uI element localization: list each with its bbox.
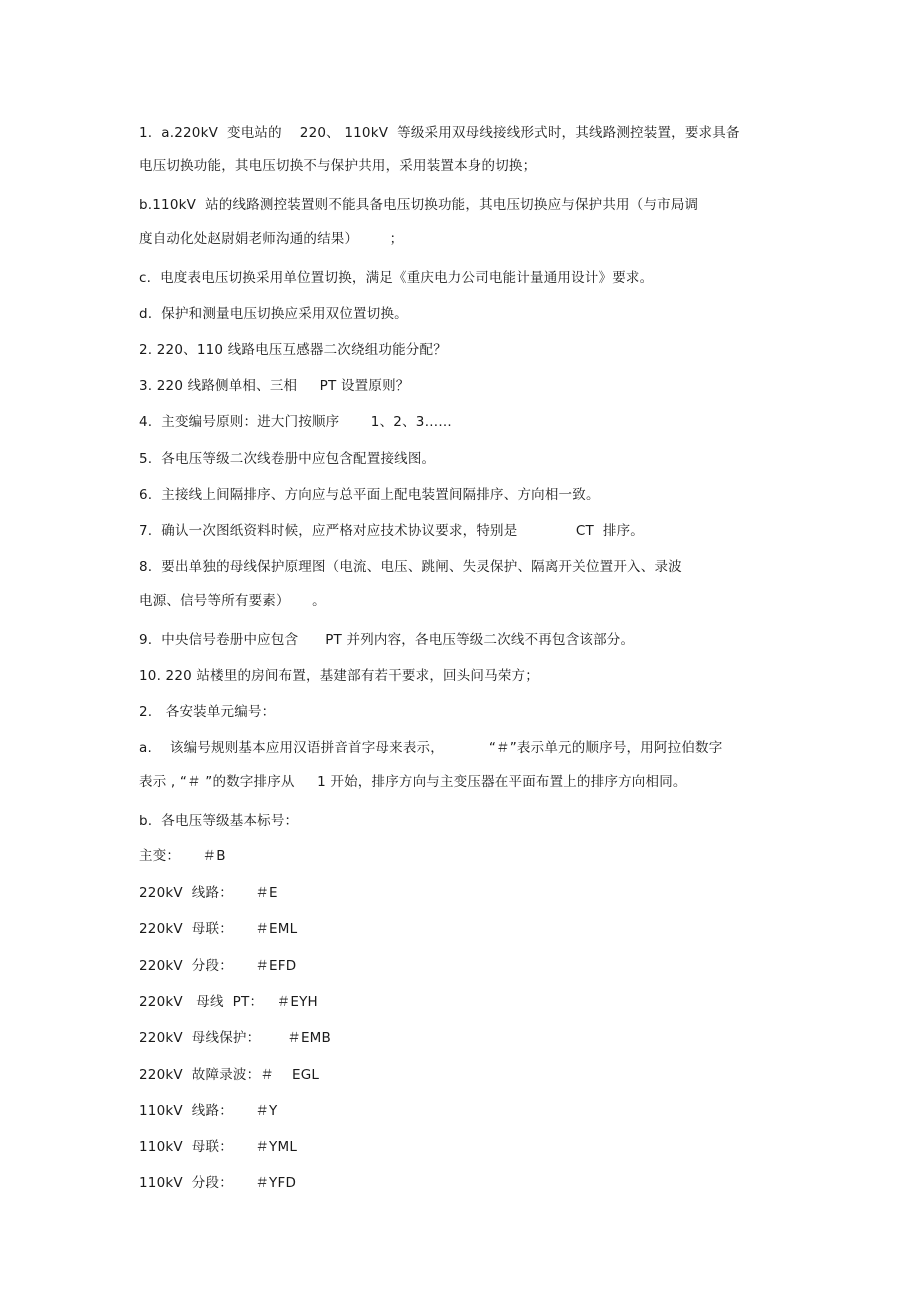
text-line: d. 保护和测量电压切换应采用双位置切换。	[139, 306, 408, 322]
text-line: 110kV 分段： ＃YFD	[139, 1175, 297, 1191]
text-line: c. 电度表电压切换采用单位置切换，满足《重庆电力公司电能计量通用设计》要求。	[139, 270, 654, 286]
text-line: 2. 各安装单元编号：	[139, 704, 276, 720]
text-line: 主变： ＃B	[139, 848, 226, 864]
text-line: a. 该编号规则基本应用汉语拼音首字母来表示， “＃”表示单元的顺序号，用阿拉伯数字	[139, 740, 723, 756]
text-line: 110kV 母联： ＃YML	[139, 1139, 298, 1155]
text-line: 度自动化处赵尉娟老师沟通的结果） ；	[139, 231, 404, 247]
text-line: 220kV 母线保护： ＃EMB	[139, 1030, 331, 1046]
text-line: 3. 220 线路侧单相、三相 PT 设置原则？	[139, 378, 410, 394]
text-line: b.110kV 站的线路测控装置则不能具备电压切换功能，其电压切换应与保护共用（与市局调	[139, 197, 699, 213]
text-line: 5. 各电压等级二次线卷册中应包含配置接线图。	[139, 451, 436, 467]
text-line: 电源、信号等所有要素） 。	[139, 593, 326, 609]
text-line: 电压切换功能，其电压切换不与保护共用，采用装置本身的切换；	[139, 158, 537, 174]
text-line: 1. a.220kV 变电站的 220、 110kV 等级采用双母线接线形式时，其线路测控装置，要求具备	[139, 125, 740, 141]
text-line: 2. 220、110 线路电压互感器二次绕组功能分配？	[139, 342, 447, 358]
text-line: 220kV 母联： ＃EML	[139, 921, 298, 937]
text-line: 7. 确认一次图纸资料时候，应严格对应技术协议要求，特别是 CT 排序。	[139, 523, 645, 539]
text-line: 220kV 线路： ＃E	[139, 885, 278, 901]
text-line: b. 各电压等级基本标号：	[139, 813, 299, 829]
text-line: 220kV 分段： ＃EFD	[139, 958, 297, 974]
text-line: 220kV 故障录波：＃ EGL	[139, 1067, 320, 1083]
text-line: 4. 主变编号原则：进大门按顺序 1、2、3……	[139, 414, 452, 430]
text-line: 6. 主接线上间隔排序、方向应与总平面上配电装置间隔排序、方向相一致。	[139, 487, 600, 503]
text-line: 8. 要出单独的母线保护原理图（电流、电压、跳闸、失灵保护、隔离开关位置开入、录波	[139, 559, 682, 575]
text-line: 10. 220 站楼里的房间布置，基建部有若干要求，回头问马荣方；	[139, 668, 539, 684]
text-line: 110kV 线路： ＃Y	[139, 1103, 278, 1119]
text-line: 220kV 母线 PT： ＃EYH	[139, 994, 318, 1010]
text-line: 表示 , “＃ ”的数字排序从 1 开始，排序方向与主变压器在平面布置上的排序方向相同。	[139, 774, 687, 790]
text-line: 9. 中央信号卷册中应包含 PT 并列内容，各电压等级二次线不再包含该部分。	[139, 632, 635, 648]
